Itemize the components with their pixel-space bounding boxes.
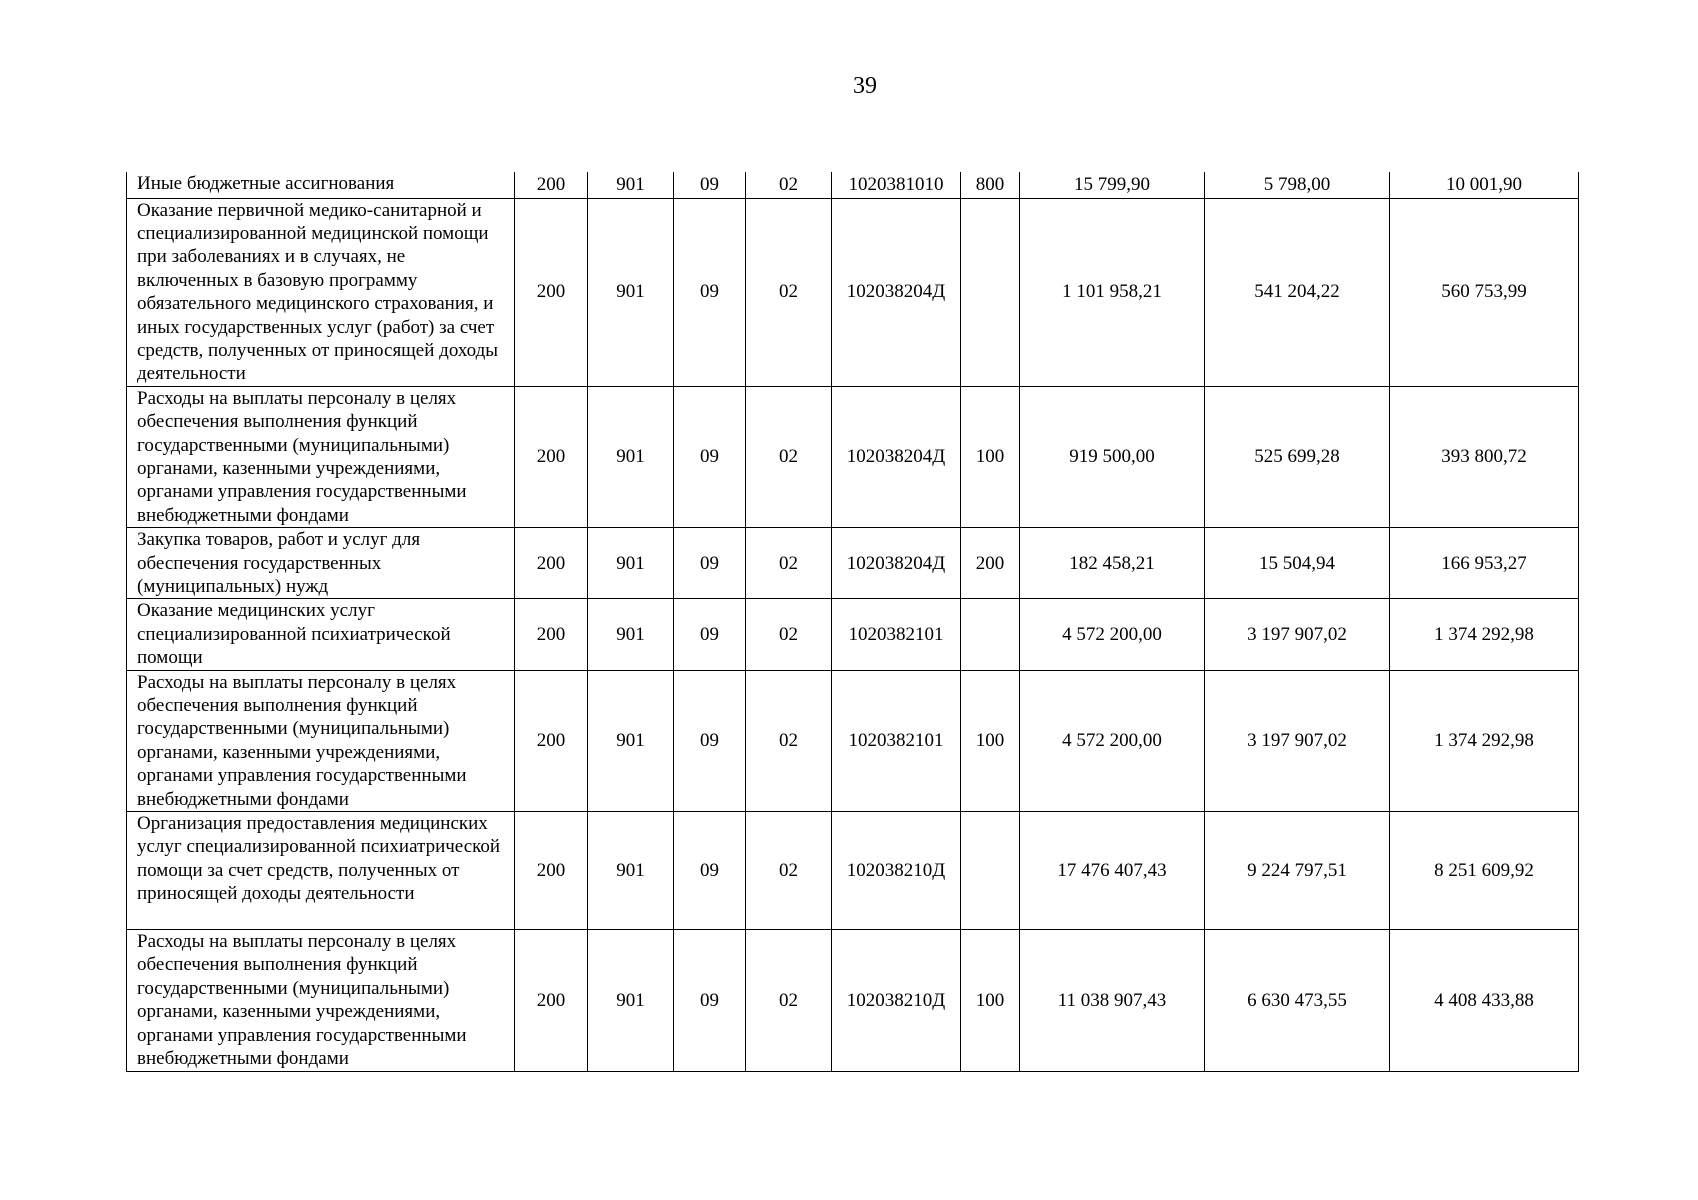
cell-code-3: 09 <box>674 670 746 811</box>
cell-code-5: 102038210Д <box>832 930 961 1071</box>
cell-code-3: 09 <box>674 599 746 670</box>
cell-code-6 <box>961 812 1020 930</box>
cell-code-4: 02 <box>746 930 832 1071</box>
cell-code-5: 1020382101 <box>832 670 961 811</box>
cell-value-3: 1 374 292,98 <box>1390 670 1579 811</box>
cell-value-1: 17 476 407,43 <box>1020 812 1205 930</box>
row-description: Расходы на выплаты персоналу в целях обеспечения выполнения функций государственными (муниципальными) органами, казенными учреждениями, органами управления государственными внебюджетными фондами <box>127 386 515 527</box>
row-description: Оказание первичной медико-санитарной и специализированной медицинской помощи при заболеваниях и в случаях, не включенных в базовую программу обязательного медицинского страхования, и иных государственных услуг (работ) за счет средств, полученных от приносящей доходы деятельности <box>127 198 515 386</box>
cell-value-2: 525 699,28 <box>1205 386 1390 527</box>
cell-code-6: 100 <box>961 386 1020 527</box>
cell-code-4: 02 <box>746 812 832 930</box>
cell-code-4: 02 <box>746 528 832 599</box>
cell-code-1: 200 <box>515 599 588 670</box>
cell-code-2: 901 <box>588 386 674 527</box>
cell-value-3: 10 001,90 <box>1390 172 1579 198</box>
cell-code-3: 09 <box>674 172 746 198</box>
cell-value-2: 15 504,94 <box>1205 528 1390 599</box>
cell-value-1: 15 799,90 <box>1020 172 1205 198</box>
cell-code-3: 09 <box>674 930 746 1071</box>
cell-code-5: 102038204Д <box>832 386 961 527</box>
cell-value-2: 6 630 473,55 <box>1205 930 1390 1071</box>
cell-value-3: 166 953,27 <box>1390 528 1579 599</box>
row-description: Закупка товаров, работ и услуг для обеспечения государственных (муниципальных) нужд <box>127 528 515 599</box>
cell-code-2: 901 <box>588 930 674 1071</box>
cell-value-1: 1 101 958,21 <box>1020 198 1205 386</box>
cell-code-6: 200 <box>961 528 1020 599</box>
table-row <box>127 172 1579 198</box>
cell-code-5: 102038204Д <box>832 528 961 599</box>
row-description: Оказание медицинских услуг специализированной психиатрической помощи <box>127 599 515 670</box>
budget-table <box>126 172 1579 1072</box>
cell-code-1: 200 <box>515 670 588 811</box>
cell-code-3: 09 <box>674 198 746 386</box>
cell-code-5: 1020381010 <box>832 172 961 198</box>
cell-value-3: 393 800,72 <box>1390 386 1579 527</box>
cell-code-2: 901 <box>588 670 674 811</box>
cell-code-2: 901 <box>588 599 674 670</box>
cell-value-3: 8 251 609,92 <box>1390 812 1579 930</box>
table-row <box>127 930 1579 1071</box>
cell-code-6 <box>961 599 1020 670</box>
cell-value-1: 4 572 200,00 <box>1020 670 1205 811</box>
row-description: Расходы на выплаты персоналу в целях обеспечения выполнения функций государственными (муниципальными) органами, казенными учреждениями, органами управления государственными внебюджетными фондами <box>127 670 515 811</box>
cell-code-3: 09 <box>674 812 746 930</box>
cell-code-6: 100 <box>961 930 1020 1071</box>
row-description: Иные бюджетные ассигнования <box>127 172 515 198</box>
table-row <box>127 386 1579 527</box>
cell-code-5: 102038210Д <box>832 812 961 930</box>
table-row <box>127 528 1579 599</box>
row-description: Организация предоставления медицинских услуг специализированной психиатрической помощи за счет средств, полученных от приносящей доходы деятельности <box>127 812 515 930</box>
cell-code-2: 901 <box>588 198 674 386</box>
cell-code-1: 200 <box>515 812 588 930</box>
row-description: Расходы на выплаты персоналу в целях обеспечения выполнения функций государственными (муниципальными) органами, казенными учреждениями, органами управления государственными внебюджетными фондами <box>127 930 515 1071</box>
cell-code-5: 102038204Д <box>832 198 961 386</box>
cell-code-5: 1020382101 <box>832 599 961 670</box>
cell-code-6 <box>961 198 1020 386</box>
cell-code-4: 02 <box>746 599 832 670</box>
cell-code-2: 901 <box>588 528 674 599</box>
cell-value-1: 182 458,21 <box>1020 528 1205 599</box>
cell-value-2: 541 204,22 <box>1205 198 1390 386</box>
cell-code-3: 09 <box>674 386 746 527</box>
cell-value-2: 5 798,00 <box>1205 172 1390 198</box>
cell-value-3: 4 408 433,88 <box>1390 930 1579 1071</box>
cell-value-3: 1 374 292,98 <box>1390 599 1579 670</box>
cell-code-1: 200 <box>515 198 588 386</box>
cell-code-1: 200 <box>515 386 588 527</box>
cell-code-6: 800 <box>961 172 1020 198</box>
cell-code-1: 200 <box>515 528 588 599</box>
table-row <box>127 812 1579 930</box>
cell-value-1: 11 038 907,43 <box>1020 930 1205 1071</box>
cell-code-4: 02 <box>746 386 832 527</box>
cell-code-2: 901 <box>588 812 674 930</box>
cell-value-1: 919 500,00 <box>1020 386 1205 527</box>
cell-code-1: 200 <box>515 172 588 198</box>
cell-value-2: 9 224 797,51 <box>1205 812 1390 930</box>
cell-code-4: 02 <box>746 172 832 198</box>
cell-code-4: 02 <box>746 670 832 811</box>
cell-value-3: 560 753,99 <box>1390 198 1579 386</box>
cell-code-2: 901 <box>588 172 674 198</box>
cell-value-2: 3 197 907,02 <box>1205 599 1390 670</box>
table-row <box>127 670 1579 811</box>
table-row <box>127 599 1579 670</box>
table-row <box>127 198 1579 386</box>
cell-code-6: 100 <box>961 670 1020 811</box>
cell-value-1: 4 572 200,00 <box>1020 599 1205 670</box>
page-number: 39 <box>853 73 877 99</box>
cell-code-4: 02 <box>746 198 832 386</box>
cell-value-2: 3 197 907,02 <box>1205 670 1390 811</box>
cell-code-3: 09 <box>674 528 746 599</box>
cell-code-1: 200 <box>515 930 588 1071</box>
